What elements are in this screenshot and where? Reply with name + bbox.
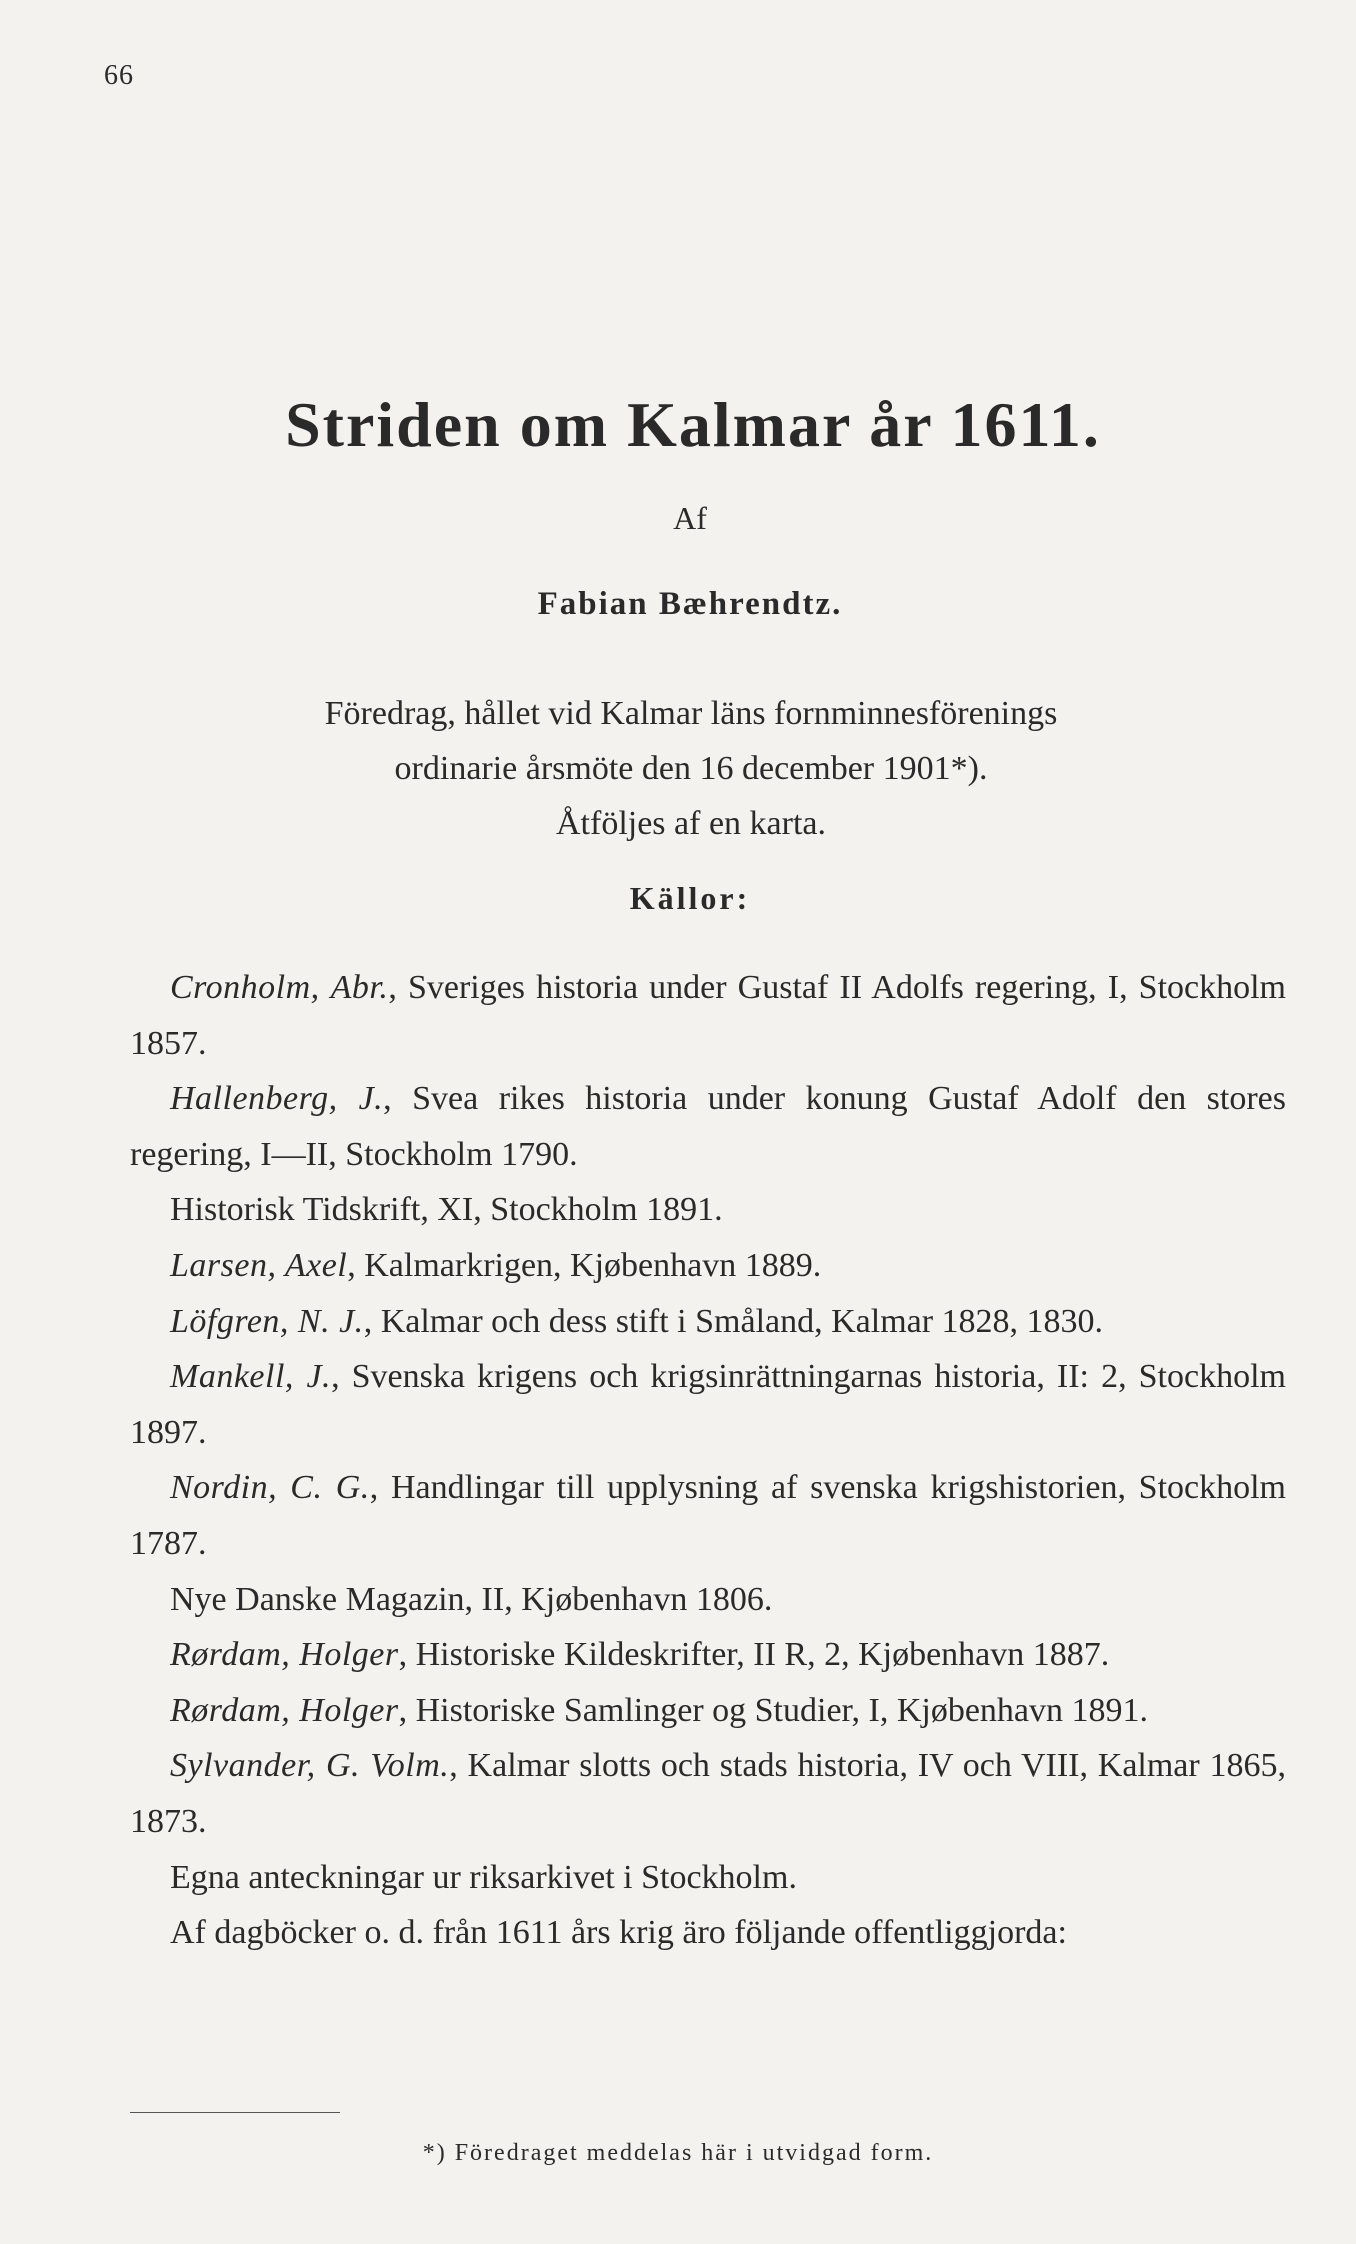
source-entry (130, 1683, 1286, 1739)
page-number: 66 (104, 60, 134, 91)
source-text: Nye Danske Magazin, II, Kjøbenhavn 1806. (170, 1580, 773, 1618)
sources-heading: Källor: (629, 880, 751, 916)
source-author: Löfgren, N. J. (170, 1302, 364, 1340)
source-entry (130, 1572, 1286, 1628)
subtitle (0, 686, 1356, 851)
source-entry (130, 1071, 1286, 1182)
footnote: *) Föredraget meddelas här i utvidgad form. (422, 2140, 934, 2166)
source-text: , Kalmarkrigen, Kjøbenhavn 1889. (347, 1246, 822, 1284)
source-text: Egna anteckningar ur riksarkivet i Stockholm. (170, 1858, 797, 1896)
page-title: Striden om Kalmar år 1611. (285, 389, 1101, 460)
source-text: , Svenska krigens och krigsinrättningarnas historia, II: 2, Stockholm 1897. (130, 1358, 1286, 1451)
source-entry (130, 1850, 1286, 1906)
footnote-divider (130, 2112, 340, 2113)
source-text: , Kalmar och dess stift i Småland, Kalmar 1828, 1830. (363, 1302, 1104, 1340)
source-text: , Historiske Kildeskrifter, II R, 2, Kjøbenhavn 1887. (398, 1636, 1110, 1674)
source-entry (130, 1738, 1286, 1849)
source-text: , Kalmar slotts och stads historia, IV och VIII, Kalmar 1865, 1873. (130, 1747, 1286, 1840)
source-text: , Sveriges historia under Gustaf II Adolfs regering, I, Stockholm 1857. (130, 969, 1287, 1062)
source-author: Larsen, Axel (170, 1246, 348, 1284)
source-entry (130, 960, 1286, 1071)
source-author: Rørdam, Holger (170, 1691, 399, 1729)
source-author: Rørdam, Holger (170, 1636, 399, 1674)
source-author: Nordin, C. G. (170, 1469, 370, 1507)
source-entry (130, 1182, 1286, 1238)
source-text: , Handlingar till upplysning af svenska krigshistorien, Stockholm 1787. (130, 1469, 1286, 1562)
byline-prefix: Af (673, 500, 707, 536)
source-entry (130, 1238, 1286, 1294)
subtitle-line: ordinarie årsmöte den 16 december 1901*). (394, 750, 988, 787)
source-entry (130, 1460, 1286, 1571)
subtitle-line: Föredrag, hållet vid Kalmar läns fornminnesförenings (324, 695, 1058, 732)
source-entry (130, 1349, 1286, 1460)
source-author: Mankell, J. (170, 1358, 332, 1396)
source-entry (130, 1627, 1286, 1683)
source-entry (130, 1905, 1286, 1961)
subtitle-line: Åtföljes af en karta. (556, 805, 826, 842)
source-entry (130, 1294, 1286, 1350)
source-author: Sylvander, G. Volm. (170, 1747, 450, 1785)
source-text: , Svea rikes historia under konung Gustaf Adolf den stores regering, I—II, Stockholm 1790. (130, 1080, 1286, 1173)
source-author: Hallenberg, J. (170, 1080, 384, 1118)
source-text: Af dagböcker o. d. från 1611 års krig äro följande offentliggjorda: (170, 1914, 1067, 1952)
source-text: Historisk Tidskrift, XI, Stockholm 1891. (170, 1191, 723, 1229)
source-text: , Historiske Samlinger og Studier, I, Kjøbenhavn 1891. (398, 1691, 1149, 1729)
source-author: Cronholm, Abr. (170, 969, 389, 1006)
sources-list (130, 960, 1286, 1961)
author-name: Fabian Bæhrendtz. (537, 586, 843, 622)
